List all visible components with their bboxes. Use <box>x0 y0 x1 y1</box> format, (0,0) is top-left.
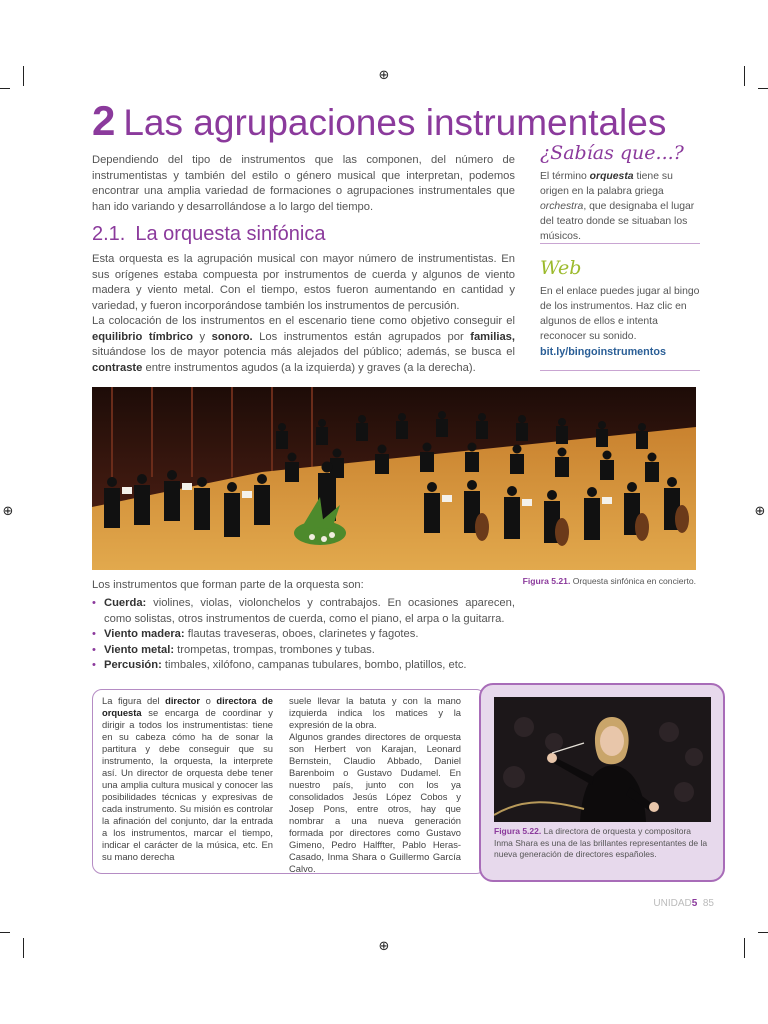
figure-caption <box>494 826 711 861</box>
crop-mark <box>23 938 24 958</box>
text-run: , que designaba el lugar del teatro donde se situaban los músicos. <box>540 201 695 242</box>
web-heading: Web <box>540 257 582 279</box>
unit-label: UNIDAD <box>653 898 692 909</box>
list-item <box>92 643 515 659</box>
orchestra-illustration <box>92 387 696 570</box>
list-item-text: flautas traveseras, oboes, clarinetes y fagotes. <box>184 628 419 640</box>
page-title <box>92 98 712 146</box>
bold-term: equilibrio tímbrico <box>92 330 193 343</box>
crop-mark <box>23 66 24 86</box>
list-item-label: Viento metal: <box>104 643 175 656</box>
crop-mark <box>744 66 745 86</box>
list-item-label: Viento madera: <box>104 628 185 640</box>
crop-mark <box>744 938 745 958</box>
section-title: Las agrupaciones instrumentales <box>123 102 667 143</box>
list-item-label: Cuerda: <box>104 597 147 609</box>
text-run: La figura del <box>102 695 166 706</box>
list-item <box>92 658 515 674</box>
registration-mark-icon: ⊕ <box>2 504 14 519</box>
page-footer <box>600 898 714 909</box>
subsection-number: 2.1. <box>92 223 126 245</box>
text-run: y <box>193 330 212 343</box>
sidebar-divider <box>540 370 700 371</box>
did-you-know-heading: ¿Sabías que...? <box>540 142 684 164</box>
instruments-list-intro: Los instrumentos que forman parte de la orquesta son: <box>92 579 364 591</box>
conductor-illustration <box>494 697 711 822</box>
bold-term: orquesta <box>589 171 634 182</box>
text-paragraph: Algunos grandes directores de orquesta son Herbert von Karajan, Leonard Bernstein, Claudio Abbado, Daniel Barenboim o Gustavo Dudamel. En nuestro país, junto con los ya consolidados Jesús López Cobos y Josep Pons, entre otros, hay que nombrar a una nueva generación formada por directores como Gustavo Gimeno, Pedro Halffter, Pablo Heras-Casado, Inma Shara o Guillermo García Calvo. <box>289 731 461 874</box>
text-run: se encarga de coordinar y dirigir a todos los instrumentistas: tiene en su cabeza cómo ha de sonar la partitura y debe conseguir que su instrumento, la orquesta, la interprete así. Un director de orquesta debe tener una amplia cultura musical y conocer las posibilidades técnicas y expresivas de cada instrumento. Su misión es controlar la afinación del conjunto, dar la entrada a los instrumentos, marcar el tiempo, indicar el carácter de la música, etc. En su mano derecha <box>102 707 273 862</box>
list-item-text: timbales, xilófono, campanas tubulares, bombo, platillos, etc. <box>161 659 467 671</box>
text-run: El término <box>540 171 590 182</box>
text-run: situándose los de mayor potencia más alejados del público; además, se busca el <box>92 346 515 358</box>
registration-mark-icon: ⊕ <box>378 68 390 83</box>
text-run: entre instrumentos agudos (a la izquierda) y graves (a la derecha). <box>142 361 476 374</box>
bold-term: contraste <box>92 361 143 374</box>
figure-caption <box>430 576 696 586</box>
conductor-photo <box>494 697 711 822</box>
instruments-list <box>92 596 515 674</box>
bold-term: director <box>165 695 200 706</box>
bold-term: familias, <box>470 330 515 343</box>
text-run: o <box>200 695 217 706</box>
web-text: En el enlace puedes jugar al bingo de los instrumentos. Haz clic en algunos de ellos e intenta reconocer su sonido. <box>540 286 700 342</box>
intro-paragraph: Dependiendo del tipo de instrumentos que las componen, del número de instrumentistas y también del estilo o género musical que interpretan, podemos encontrar una amplia variedad de formaciones o agrupaciones instrumentales que han ido variando y desarrollándose a lo largo del tiempo. <box>92 154 515 213</box>
page-number: 85 <box>702 898 714 909</box>
orchestra-paragraph-1: Esta orquesta es la agrupación musical con mayor número de instrumentistas. En sus orígenes estaba compuesta por instrumentos de cuerda y algunos de viento madera y viento metal. Con el tiempo, estos fueron aumentando en cantidad y variedad, y fueron incorporándose también los instrumentos de percusión. <box>92 253 515 312</box>
orchestra-photo <box>92 387 696 570</box>
list-item <box>92 627 515 643</box>
registration-mark-icon: ⊕ <box>754 504 766 519</box>
subsection-heading <box>92 223 326 246</box>
text-run: tiene su origen en la palabra griega <box>540 171 673 197</box>
text-run: La colocación de los instrumentos en el escenario tiene como objetivo conseguir el <box>92 315 515 327</box>
crop-mark <box>0 88 10 89</box>
web-link[interactable]: bit.ly/bingoinstrumentos <box>540 346 666 358</box>
text-run: Los instrumentos están agrupados por <box>252 330 471 343</box>
registration-mark-icon: ⊕ <box>378 939 390 954</box>
list-item-text: trompetas, trompas, trombones y tubas. <box>174 643 375 656</box>
conductor-text-column-1 <box>102 695 273 863</box>
text-paragraph: suele llevar la batuta y con la mano izquierda indica los matices y la expresión de la obra. <box>289 695 461 730</box>
did-you-know-text <box>540 169 700 244</box>
figure-label: Figura 5.22. <box>494 826 542 836</box>
subsection-title: La orquesta sinfónica <box>135 223 326 245</box>
caption-text: Orquesta sinfónica en concierto. <box>570 576 696 586</box>
bold-term: directora de orquesta <box>102 695 273 718</box>
list-item <box>92 596 515 627</box>
bold-term: sonoro. <box>211 330 253 343</box>
crop-mark <box>758 88 768 89</box>
conductor-text-column-2 <box>289 695 461 875</box>
sidebar-divider <box>540 243 700 244</box>
list-item-text: violines, violas, violonchelos y contrabajos. En ocasiones aparecen, como solistas, otros instrumentos de cuerda, como el piano, el arpa o la guitarra. <box>104 597 515 625</box>
list-item-label: Percusión: <box>104 659 162 671</box>
section-number: 2 <box>92 97 116 144</box>
caption-text: La directora de orquesta y compositora Inma Shara es una de las brillantes representantes de la nueva generación de directores españoles. <box>494 826 708 859</box>
unit-number: 5 <box>691 898 698 909</box>
orchestra-paragraph-2 <box>92 314 515 376</box>
crop-mark <box>0 932 10 933</box>
italic-term: orchestra <box>540 201 584 212</box>
figure-label: Figura 5.21. <box>522 576 571 586</box>
crop-mark <box>758 932 768 933</box>
